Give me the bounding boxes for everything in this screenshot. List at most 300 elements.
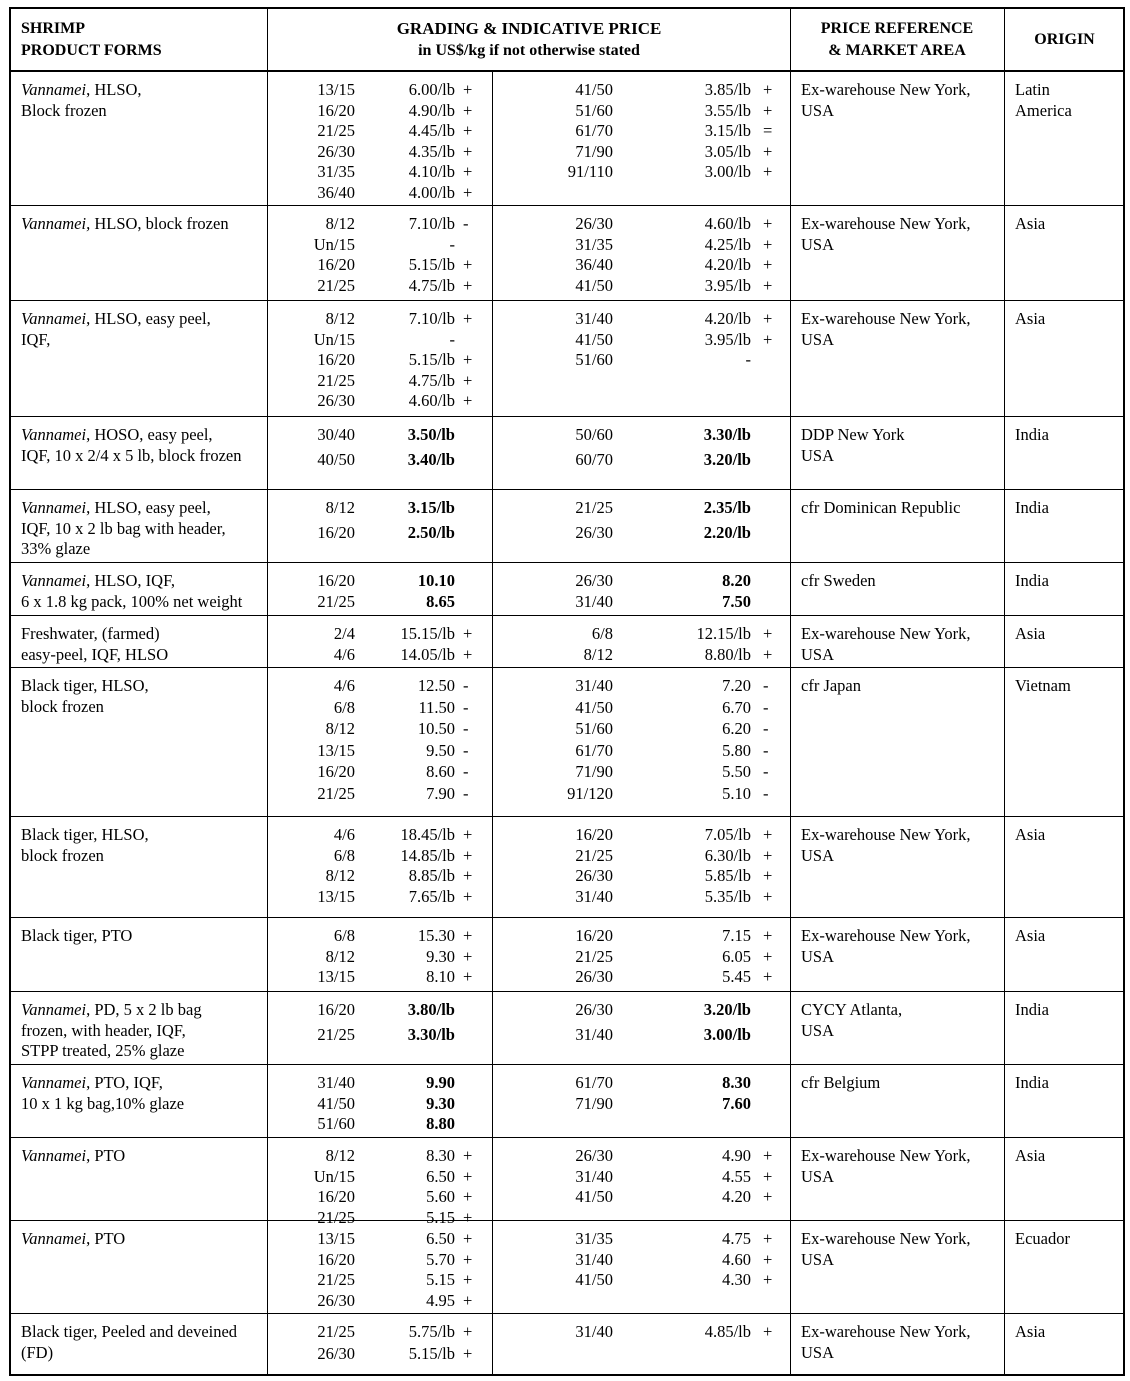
grade-left: 13/15 bbox=[317, 967, 355, 986]
species-name: Vannamei bbox=[21, 80, 87, 99]
change-right: + bbox=[763, 1229, 773, 1248]
row-divider bbox=[11, 300, 1123, 301]
product-form-line bbox=[21, 80, 142, 101]
price-right: 4.60/lb bbox=[704, 214, 751, 233]
price-left: 9.90 bbox=[426, 1073, 455, 1092]
grade-left: 8/12 bbox=[325, 1146, 355, 1165]
change-left: - bbox=[463, 783, 469, 803]
price-right: 3.00/lb bbox=[704, 162, 751, 181]
origin: Vietnam bbox=[1015, 676, 1071, 695]
price-right: 3.55/lb bbox=[704, 100, 751, 120]
origin: India bbox=[1015, 571, 1049, 590]
price-left: 4.10/lb bbox=[408, 162, 455, 181]
product-form-line bbox=[21, 676, 149, 697]
grade-left: 26/30 bbox=[317, 1343, 355, 1363]
grade-right: 61/70 bbox=[575, 1073, 613, 1092]
change-left: + bbox=[463, 926, 473, 945]
market-area: USA bbox=[801, 845, 835, 865]
product-form-line bbox=[21, 498, 211, 519]
market-area: Ex-warehouse New York, bbox=[801, 1229, 971, 1248]
price-right: 3.00/lb bbox=[703, 1025, 751, 1044]
grade-left: 21/25 bbox=[317, 370, 355, 390]
price-right: 5.45 bbox=[722, 967, 751, 986]
price-left: 8.85/lb bbox=[408, 866, 455, 885]
change-left: - bbox=[463, 762, 469, 781]
change-left: + bbox=[463, 141, 473, 161]
price-right: - bbox=[745, 350, 751, 369]
price-right: 4.20 bbox=[722, 1187, 751, 1206]
grade-right: 26/30 bbox=[575, 1000, 613, 1019]
row-divider bbox=[11, 1137, 1123, 1138]
change-right: + bbox=[763, 80, 773, 99]
product-form-line bbox=[21, 1229, 125, 1250]
grade-left: 40/50 bbox=[317, 450, 355, 469]
change-right: + bbox=[763, 946, 773, 966]
header-line: & MARKET AREA bbox=[828, 42, 966, 59]
product-text: Black tiger, PTO bbox=[21, 926, 133, 945]
price-right: 3.95/lb bbox=[704, 329, 751, 349]
change-right: + bbox=[763, 234, 773, 254]
price-column-divider bbox=[492, 300, 493, 416]
grade-right: 41/50 bbox=[575, 697, 613, 717]
change-left: + bbox=[463, 845, 473, 865]
product-form-line bbox=[21, 1343, 53, 1364]
grade-right: 51/60 bbox=[575, 100, 613, 120]
product-form-line bbox=[21, 571, 175, 592]
price-left: 3.50/lb bbox=[407, 425, 455, 444]
product-text: , PTO, IQF, bbox=[86, 1073, 163, 1092]
price-column-divider bbox=[492, 667, 493, 816]
market-area: USA bbox=[801, 100, 835, 120]
grade-right: 50/60 bbox=[575, 425, 613, 444]
price-right: 5.80 bbox=[722, 740, 751, 760]
price-right: 7.50 bbox=[722, 591, 751, 611]
change-left: + bbox=[463, 886, 473, 906]
price-left: 8.60 bbox=[426, 762, 455, 781]
market-area: USA bbox=[801, 234, 835, 254]
grade-right: 26/30 bbox=[575, 571, 613, 590]
species-name: Vannamei bbox=[21, 498, 87, 517]
change-right: + bbox=[763, 255, 773, 274]
price-left: 10.50 bbox=[417, 719, 455, 738]
product-text: , HLSO, easy peel, bbox=[86, 309, 211, 328]
product-text: 6 x 1.8 kg pack, 100% net weight bbox=[21, 591, 243, 611]
change-left: + bbox=[463, 370, 473, 390]
product-form-line bbox=[21, 425, 213, 446]
change-left: + bbox=[463, 182, 473, 202]
price-right: 4.30 bbox=[722, 1270, 751, 1289]
price-left: 9.50 bbox=[426, 740, 455, 760]
product-form-line bbox=[21, 1041, 184, 1062]
column-divider bbox=[790, 9, 791, 1374]
grade-left: 8/12 bbox=[325, 946, 355, 966]
grade-right: 31/40 bbox=[575, 1166, 613, 1186]
change-left: + bbox=[463, 350, 473, 369]
market-area: Ex-warehouse New York, bbox=[801, 309, 971, 328]
price-right: 6.20 bbox=[722, 719, 751, 738]
price-column-divider bbox=[492, 917, 493, 991]
market-area: CYCY Atlanta, bbox=[801, 1000, 903, 1019]
grade-left: 26/30 bbox=[317, 1290, 355, 1310]
change-left: - bbox=[463, 740, 469, 760]
grade-right: 8/12 bbox=[583, 644, 613, 664]
grade-right: 21/25 bbox=[575, 946, 613, 966]
row-divider bbox=[11, 991, 1123, 992]
grade-right: 41/50 bbox=[575, 80, 613, 99]
price-left: 7.90 bbox=[426, 783, 455, 803]
origin: India bbox=[1015, 425, 1049, 444]
header-line: SHRIMP bbox=[21, 20, 85, 37]
grade-left: 51/60 bbox=[317, 1114, 355, 1133]
price-right: 2.20/lb bbox=[703, 523, 751, 542]
row-divider bbox=[11, 667, 1123, 668]
product-form-line bbox=[21, 1000, 202, 1021]
origin: Asia bbox=[1015, 1146, 1046, 1165]
grade-left: 21/25 bbox=[317, 275, 355, 295]
price-column-divider bbox=[492, 562, 493, 615]
market-area: USA bbox=[801, 1342, 835, 1362]
price-right: 8.80/lb bbox=[704, 644, 751, 664]
grade-left: Un/15 bbox=[313, 329, 355, 349]
product-text: STPP treated, 25% glaze bbox=[21, 1041, 185, 1060]
market-area: Ex-warehouse New York, bbox=[801, 1146, 971, 1165]
header-product-forms bbox=[21, 18, 261, 62]
market-area: cfr Belgium bbox=[801, 1073, 881, 1092]
product-text: IQF, 10 x 2 lb bag with header, bbox=[21, 518, 226, 538]
price-left: 4.35/lb bbox=[408, 141, 455, 161]
grade-left: 21/25 bbox=[317, 591, 355, 611]
market-area: Ex-warehouse New York, bbox=[801, 825, 971, 844]
price-column-divider bbox=[492, 991, 493, 1064]
price-right: 4.90 bbox=[722, 1146, 751, 1165]
grade-right: 51/60 bbox=[575, 719, 613, 738]
change-right: + bbox=[763, 825, 773, 844]
header-line: GRADING & INDICATIVE PRICE bbox=[396, 19, 662, 38]
price-left: 5.70 bbox=[426, 1249, 455, 1269]
grade-left: 4/6 bbox=[333, 676, 355, 695]
change-right: + bbox=[763, 1322, 773, 1341]
price-left: 2.50/lb bbox=[407, 523, 455, 542]
price-column-divider bbox=[492, 489, 493, 562]
price-left: 6.50 bbox=[426, 1229, 455, 1248]
price-table bbox=[9, 7, 1125, 1376]
species-name: Vannamei bbox=[21, 425, 87, 444]
price-left: 5.15 bbox=[426, 1207, 455, 1227]
grade-right: 26/30 bbox=[575, 866, 613, 885]
price-left: 4.95 bbox=[426, 1290, 455, 1310]
price-right: 4.55 bbox=[722, 1166, 751, 1186]
column-divider bbox=[1004, 9, 1005, 1374]
price-left: 4.45/lb bbox=[408, 121, 455, 140]
price-left: 8.10 bbox=[426, 967, 455, 986]
price-right: 5.35/lb bbox=[704, 886, 751, 906]
grade-right: 31/40 bbox=[575, 676, 613, 695]
change-left: + bbox=[463, 1229, 473, 1248]
grade-left: 6/8 bbox=[333, 697, 355, 717]
product-text: , HLSO, easy peel, bbox=[86, 498, 211, 517]
price-left: 18.45/lb bbox=[400, 825, 455, 844]
origin: Asia bbox=[1015, 309, 1046, 328]
change-left: + bbox=[463, 1166, 473, 1186]
product-form-line bbox=[21, 1021, 186, 1042]
price-left: 7.10/lb bbox=[408, 309, 455, 328]
product-text: 10 x 1 kg bag,10% glaze bbox=[21, 1093, 185, 1113]
grade-right: 71/90 bbox=[575, 141, 613, 161]
market-area: cfr Sweden bbox=[801, 571, 876, 590]
origin: India bbox=[1015, 1073, 1049, 1092]
change-left: + bbox=[463, 121, 473, 140]
product-text: Freshwater, (farmed) bbox=[21, 624, 160, 643]
price-left: 12.50 bbox=[417, 676, 455, 695]
grade-right: 31/40 bbox=[575, 1322, 613, 1341]
change-left: + bbox=[463, 100, 473, 120]
price-left: 14.85/lb bbox=[400, 845, 455, 865]
market-area: USA bbox=[801, 445, 835, 465]
grade-left: 13/15 bbox=[317, 886, 355, 906]
change-left: + bbox=[463, 866, 473, 885]
change-right: + bbox=[763, 1166, 773, 1186]
change-right: - bbox=[763, 783, 769, 803]
change-left: + bbox=[463, 825, 473, 844]
product-text: , HLSO, IQF, bbox=[86, 571, 176, 590]
change-left: + bbox=[463, 967, 473, 986]
row-divider bbox=[11, 1064, 1123, 1065]
change-left: + bbox=[463, 624, 473, 643]
price-right: 4.60 bbox=[722, 1249, 751, 1269]
change-right: + bbox=[763, 1146, 773, 1165]
change-left: + bbox=[463, 1290, 473, 1310]
price-column-divider bbox=[492, 1220, 493, 1313]
change-left: + bbox=[463, 1270, 473, 1289]
grade-left: 31/40 bbox=[317, 1073, 355, 1092]
price-left: 8.65 bbox=[426, 591, 455, 611]
product-text: Black tiger, Peeled and deveined bbox=[21, 1322, 238, 1341]
product-form-line bbox=[21, 446, 241, 467]
price-right: 5.10 bbox=[722, 783, 751, 803]
price-left: 4.75/lb bbox=[408, 370, 455, 390]
price-left: - bbox=[449, 234, 455, 254]
price-left: 5.15 bbox=[426, 1270, 455, 1289]
market-area: Ex-warehouse New York, bbox=[801, 80, 971, 99]
price-left: 15.30 bbox=[417, 926, 455, 945]
grade-left: 13/15 bbox=[317, 740, 355, 760]
price-right: 7.60 bbox=[722, 1093, 751, 1113]
price-right: 6.30/lb bbox=[704, 845, 751, 865]
price-left: 14.05/lb bbox=[400, 644, 455, 664]
row-divider bbox=[11, 1220, 1123, 1221]
change-left: + bbox=[463, 255, 473, 274]
product-text: , PTO bbox=[86, 1229, 126, 1248]
price-left: 4.90/lb bbox=[408, 100, 455, 120]
change-right: - bbox=[763, 719, 769, 738]
row-divider bbox=[11, 205, 1123, 206]
grade-left: 8/12 bbox=[325, 866, 355, 885]
grade-right: 31/35 bbox=[575, 1229, 613, 1248]
change-right: + bbox=[763, 886, 773, 906]
market-area: DDP New York bbox=[801, 425, 905, 444]
price-left: 4.00/lb bbox=[408, 182, 455, 202]
product-text: , HOSO, easy peel, bbox=[86, 425, 213, 444]
grade-left: 21/25 bbox=[317, 1025, 355, 1044]
grade-right: 36/40 bbox=[575, 255, 613, 274]
grade-right: 31/40 bbox=[575, 886, 613, 906]
grade-right: 16/20 bbox=[575, 926, 613, 945]
price-left: 10.10 bbox=[417, 571, 455, 590]
row-divider bbox=[11, 615, 1123, 616]
product-form-line bbox=[21, 309, 211, 330]
origin: Asia bbox=[1015, 825, 1046, 844]
change-left: + bbox=[463, 275, 473, 295]
grade-left: 8/12 bbox=[325, 309, 355, 328]
change-right: = bbox=[763, 121, 773, 140]
change-right: + bbox=[763, 845, 773, 865]
grade-left: 4/6 bbox=[333, 825, 355, 844]
product-form-line bbox=[21, 214, 229, 235]
origin: Asia bbox=[1015, 214, 1046, 233]
product-form-line bbox=[21, 519, 226, 540]
product-form-line bbox=[21, 330, 50, 351]
product-form-line bbox=[21, 846, 104, 867]
price-left: 5.60 bbox=[426, 1187, 455, 1206]
price-right: 4.85/lb bbox=[704, 1322, 751, 1341]
price-right: 4.25/lb bbox=[704, 234, 751, 254]
product-text: Black tiger, HLSO, bbox=[21, 825, 149, 844]
market-area: cfr Dominican Republic bbox=[801, 498, 961, 517]
price-right: 4.20/lb bbox=[704, 255, 751, 274]
change-right: + bbox=[763, 309, 773, 328]
grade-right: 61/70 bbox=[575, 121, 613, 140]
species-name: Vannamei, bbox=[21, 214, 91, 233]
grade-right: 21/25 bbox=[575, 498, 613, 517]
product-form-line bbox=[21, 697, 104, 718]
grade-left: 36/40 bbox=[317, 182, 355, 202]
price-right: 12.15/lb bbox=[696, 624, 751, 643]
market-area: USA bbox=[801, 1249, 835, 1269]
price-left: 5.15/lb bbox=[408, 255, 455, 274]
market-area: cfr Japan bbox=[801, 676, 862, 695]
price-left: 5.75/lb bbox=[408, 1322, 455, 1341]
price-right: 7.20 bbox=[722, 676, 751, 695]
price-left: 4.75/lb bbox=[408, 275, 455, 295]
grade-left: 30/40 bbox=[317, 425, 355, 444]
grade-left: 16/20 bbox=[317, 523, 355, 542]
market-area: Ex-warehouse New York, bbox=[801, 624, 971, 643]
change-right: + bbox=[763, 624, 773, 643]
grade-left: 21/25 bbox=[317, 783, 355, 803]
origin: Ecuador bbox=[1015, 1229, 1070, 1248]
origin: Asia bbox=[1015, 1322, 1046, 1341]
product-text: (FD) bbox=[21, 1342, 54, 1362]
grade-left: 26/30 bbox=[317, 391, 355, 410]
price-right: 7.15 bbox=[722, 926, 751, 945]
market-area: USA bbox=[801, 329, 835, 349]
change-right: + bbox=[763, 141, 773, 161]
product-form-line bbox=[21, 1073, 163, 1094]
price-column-divider bbox=[492, 615, 493, 667]
price-column-divider bbox=[492, 205, 493, 300]
product-form-line bbox=[21, 1094, 184, 1115]
grade-left: 31/35 bbox=[317, 162, 355, 181]
product-form-line bbox=[21, 645, 168, 666]
header-line: in US$/kg if not otherwise stated bbox=[418, 42, 640, 59]
grade-left: 21/25 bbox=[317, 1322, 355, 1341]
grade-left: 21/25 bbox=[317, 1270, 355, 1289]
price-column-divider bbox=[492, 416, 493, 489]
price-right: 4.75 bbox=[722, 1229, 751, 1248]
row-divider bbox=[11, 562, 1123, 563]
product-form-line bbox=[21, 825, 149, 846]
grade-right: 91/110 bbox=[567, 162, 613, 181]
grade-right: 41/50 bbox=[575, 1187, 613, 1206]
origin: America bbox=[1015, 100, 1072, 120]
product-form-line bbox=[21, 1146, 125, 1167]
price-right: 2.35/lb bbox=[703, 498, 751, 517]
row-divider bbox=[11, 1313, 1123, 1314]
product-text: IQF, bbox=[21, 329, 51, 349]
change-right: - bbox=[763, 762, 769, 781]
row-divider bbox=[11, 917, 1123, 918]
grade-left: 16/20 bbox=[317, 762, 355, 781]
price-left: 3.80/lb bbox=[407, 1000, 455, 1019]
price-left: 6.00/lb bbox=[408, 80, 455, 99]
grade-right: 61/70 bbox=[575, 740, 613, 760]
change-left: - bbox=[463, 697, 469, 717]
product-form-line bbox=[21, 1322, 237, 1343]
product-form-line bbox=[21, 539, 90, 560]
price-right: 3.95/lb bbox=[704, 275, 751, 295]
price-left: 7.10/lb bbox=[408, 214, 455, 233]
price-column-divider bbox=[492, 816, 493, 917]
row-divider bbox=[11, 416, 1123, 417]
species-name: Vannamei bbox=[21, 1229, 87, 1248]
grade-left: Un/15 bbox=[313, 1166, 355, 1186]
species-name: Vannamei bbox=[21, 1000, 87, 1019]
price-right: 8.30 bbox=[722, 1073, 751, 1092]
grade-right: 60/70 bbox=[575, 450, 613, 469]
price-right: 3.85/lb bbox=[704, 80, 751, 99]
origin: Asia bbox=[1015, 926, 1046, 945]
grade-left: 21/25 bbox=[317, 121, 355, 140]
price-column-divider bbox=[492, 1137, 493, 1220]
market-area: USA bbox=[801, 1166, 835, 1186]
change-left: + bbox=[463, 644, 473, 664]
header-grading-price bbox=[269, 18, 789, 62]
price-left: 9.30 bbox=[426, 1093, 455, 1113]
grade-right: 41/50 bbox=[575, 275, 613, 295]
grade-left: 13/15 bbox=[317, 80, 355, 99]
price-right: 8.20 bbox=[722, 571, 751, 590]
price-right: 3.20/lb bbox=[703, 450, 751, 469]
change-right: - bbox=[763, 740, 769, 760]
change-left: - bbox=[463, 719, 469, 738]
product-text: HLSO, block frozen bbox=[90, 214, 229, 233]
product-text: block frozen bbox=[21, 845, 104, 865]
grade-left: 16/20 bbox=[317, 571, 355, 590]
origin: Latin bbox=[1015, 80, 1050, 99]
product-form-line bbox=[21, 592, 242, 613]
price-left: 5.15/lb bbox=[408, 1343, 455, 1363]
species-name: Vannamei bbox=[21, 1146, 87, 1165]
species-name: Vannamei bbox=[21, 309, 87, 328]
grade-left: 8/12 bbox=[325, 498, 355, 517]
species-name: Vannamei bbox=[21, 1073, 87, 1092]
price-right: 5.85/lb bbox=[704, 866, 751, 885]
header-divider bbox=[11, 70, 1123, 72]
change-right: + bbox=[763, 926, 773, 945]
grade-left: 4/6 bbox=[333, 644, 355, 664]
change-right: + bbox=[763, 1249, 773, 1269]
header-line: PRICE REFERENCE bbox=[820, 20, 974, 37]
